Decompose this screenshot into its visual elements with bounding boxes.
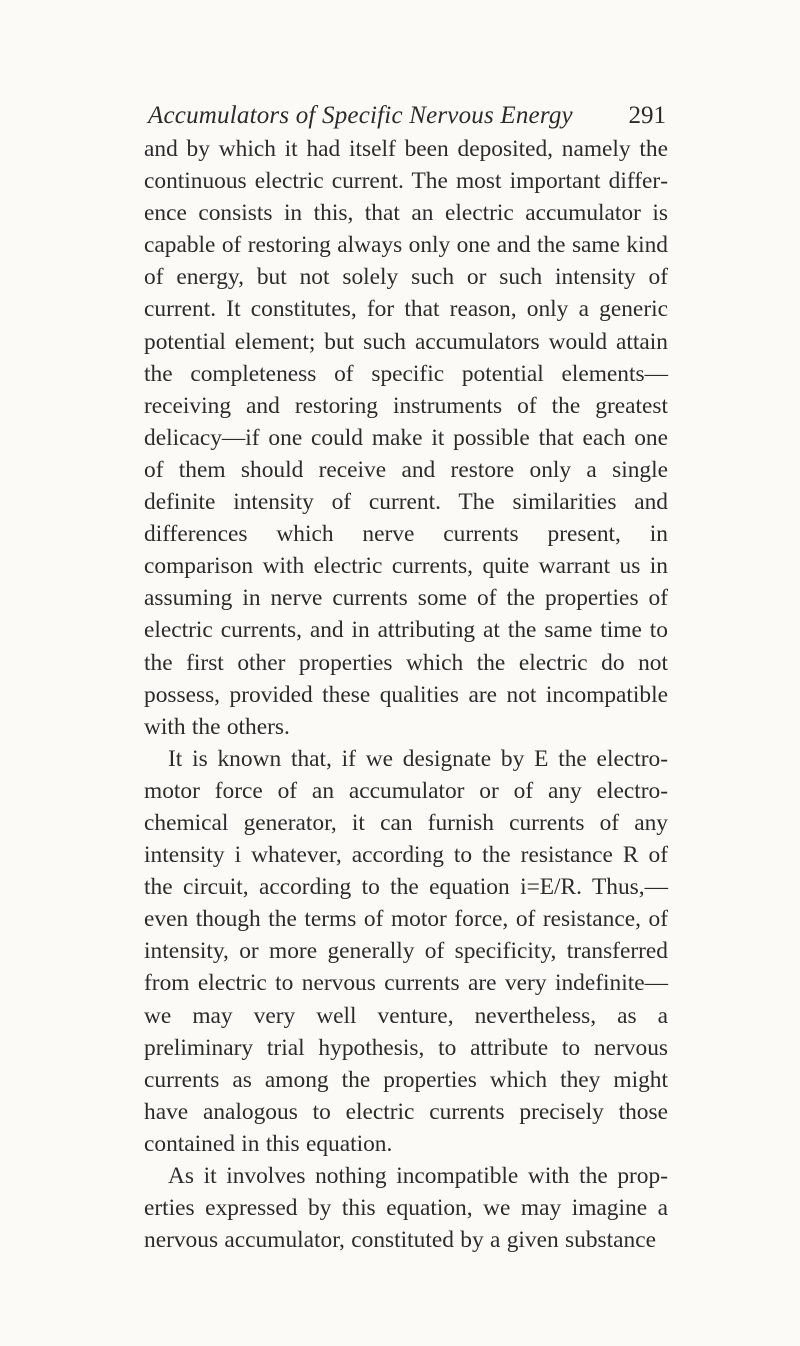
paragraph-nervous-accumulator: As it involves nothing incompatible with the properties expressed by this equation, we may imagine a nervous accumulator, constituted by a given substance	[144, 1163, 668, 1254]
body-text	[144, 133, 668, 1256]
paragraph-continuation: and by which it had itself been deposited, namely the continuous electric current. The most important difference consists in this, that an electric accumulator is capable of restoring always only one and the same kind of energy, but not solely such or such intensity of current. It constitutes, for that reason, only a generic potential element; but such accumulators would attain the completeness of specific potential elements—receiving and restoring instruments of the greatest delicacy—if one could make it possible that each one of them should receive and restore only a single definite intensity of current. The similarities and differences which nerve currents present, in comparison with electric currents, quite warrant us in assuming in nerve currents some of the properties of electric currents, and in attributing at the same time to the first other properties which the electric do not possess, provided these qualities are not incompatible with the others.	[144, 136, 668, 740]
running-head	[148, 96, 666, 136]
page-number: 291	[628, 102, 666, 129]
running-title: Accumulators of Specific Nervous Energy	[148, 102, 573, 129]
paragraph-electromotor-force: It is known that, if we designate by E the electromotor force of an accumulator or of any electro-chemical generator, it can furnish currents of any intensity i whatever, according to the resistance R of the circuit, according to the equation i=E/R. Thus,—even though the terms of motor force, of resistance, of intensity, or more generally of specificity, transferred from electric to nervous currents are very indefinite—we may very well venture, nevertheless, as a preliminary trial hypothesis, to attribute to nervous currents as among the properties which they might have analogous to electric currents precisely those contained in this equation.	[144, 745, 668, 1157]
